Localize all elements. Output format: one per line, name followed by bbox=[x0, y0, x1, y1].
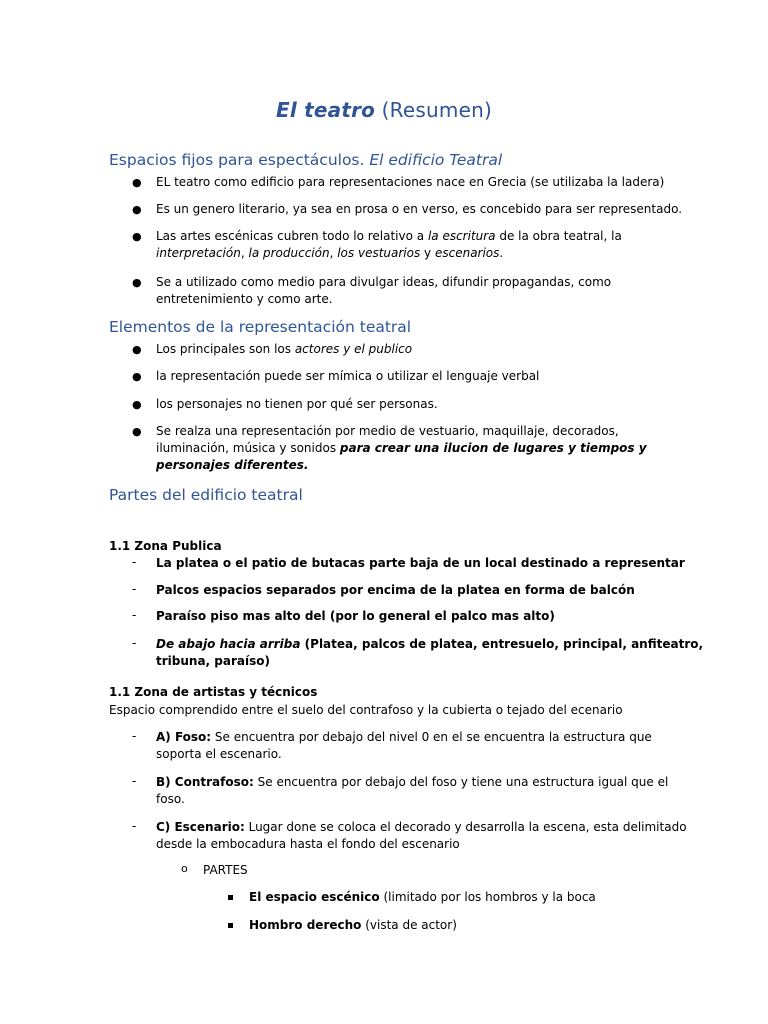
text-run: actores y el publico bbox=[294, 342, 413, 356]
bullet-icon: ● bbox=[132, 425, 142, 438]
list-item-cont: foso. bbox=[156, 792, 185, 806]
text-run: iluminación, música y sonidos bbox=[156, 441, 340, 455]
text-run: Las artes escénicas cubren todo lo relativo a bbox=[156, 229, 428, 243]
list-item: Es un genero literario, ya sea en prosa o en verso, es concebido para ser representado. bbox=[156, 202, 683, 216]
text-run: Los principales son los bbox=[156, 342, 295, 356]
bullet-icon: ● bbox=[132, 276, 142, 289]
list-item-cont bbox=[156, 245, 503, 262]
list-item bbox=[156, 341, 412, 358]
text-run: Lugar done se coloca el decorado y desarrolla la escena, esta delimitado bbox=[244, 820, 687, 834]
text-run: de la obra teatral, la bbox=[495, 229, 622, 243]
text-run: (limitado por los hombros y la boca bbox=[379, 890, 596, 904]
bullet-icon: ● bbox=[132, 343, 142, 356]
text-run: , bbox=[240, 246, 249, 260]
section-heading-espacios bbox=[109, 151, 502, 169]
text-run: espacios separados por encima de la platea en forma de balcón bbox=[199, 583, 635, 597]
bullet-icon: ● bbox=[132, 230, 142, 243]
text-run: B) Contrafoso: bbox=[156, 775, 254, 789]
section-heading-elementos: Elementos de la representación teatral bbox=[109, 318, 412, 336]
list-item: EL teatro como edificio para representaciones nace en Grecia (se utilizaba la ladera) bbox=[156, 175, 665, 189]
dash-bullet: - bbox=[132, 608, 137, 622]
text-run: Se encuentra por debajo del foso y tiene una estructura igual que el bbox=[253, 775, 669, 789]
dash-bullet: - bbox=[132, 636, 137, 650]
list-item bbox=[156, 228, 622, 245]
list-item-cont: personajes diferentes. bbox=[156, 458, 309, 472]
list-item bbox=[156, 582, 635, 599]
list-item-cont: desde la embocadura hasta el fondo del escenario bbox=[156, 837, 460, 851]
text-run: Se encuentra por debajo del nivel 0 en el se encuentra la estructura que bbox=[211, 730, 652, 744]
sublist-label: PARTES bbox=[203, 863, 248, 877]
text-run: C) Escenario: bbox=[156, 820, 245, 834]
list-item-cont: tribuna, paraíso) bbox=[156, 654, 270, 668]
circle-bullet: o bbox=[181, 862, 188, 875]
list-item-cont: soporta el escenario. bbox=[156, 747, 282, 761]
list-item: los personajes no tienen por qué ser personas. bbox=[156, 397, 438, 411]
text-run: El espacio escénico bbox=[249, 890, 380, 904]
text-run: , bbox=[329, 246, 338, 260]
list-item bbox=[156, 774, 668, 791]
text-run: interpretación bbox=[156, 246, 241, 260]
dash-bullet: - bbox=[132, 555, 137, 569]
dash-bullet: - bbox=[132, 774, 137, 788]
zona-intro: Espacio comprendido entre el suelo del contrafoso y la cubierta o tejado del ecenario bbox=[109, 703, 623, 717]
bullet-icon: ● bbox=[132, 176, 142, 189]
heading-italic: El edificio Teatral bbox=[369, 151, 503, 169]
heading-text: Espacios fijos para espectáculos. bbox=[109, 151, 370, 169]
list-item bbox=[156, 636, 703, 653]
list-item: Se a utilizado como medio para divulgar ideas, difundir propagandas, como bbox=[156, 275, 612, 289]
subheading-zona-publica: 1.1 Zona Publica bbox=[109, 539, 222, 553]
text-run: De abajo hacia arriba bbox=[156, 637, 301, 651]
text-run: escenarios bbox=[434, 246, 500, 260]
text-run: la escritura bbox=[427, 229, 496, 243]
text-run: (Platea, palcos de platea, entresuelo, principal, anfiteatro, bbox=[300, 637, 704, 651]
dash-bullet: - bbox=[132, 729, 137, 743]
list-item bbox=[156, 555, 685, 572]
square-bullet-icon bbox=[228, 923, 233, 928]
list-item bbox=[249, 917, 457, 934]
text-run: los vestuarios bbox=[337, 246, 421, 260]
title-sub: (Resumen) bbox=[375, 98, 492, 122]
list-item bbox=[156, 729, 652, 746]
list-item bbox=[156, 608, 555, 625]
text-run: la producción bbox=[248, 246, 330, 260]
text-run: (vista de actor) bbox=[361, 918, 457, 932]
list-item-cont bbox=[156, 440, 647, 457]
list-item bbox=[249, 889, 596, 906]
dash-bullet: - bbox=[132, 582, 137, 596]
square-bullet-icon bbox=[228, 895, 233, 900]
subheading-zona-artistas: 1.1 Zona de artistas y técnicos bbox=[109, 685, 318, 699]
text-run: . bbox=[499, 246, 504, 260]
list-item: la representación puede ser mímica o utilizar el lenguaje verbal bbox=[156, 369, 540, 383]
text-run: Hombro derecho bbox=[249, 918, 362, 932]
text-run: Paraíso bbox=[156, 609, 207, 623]
text-run: Palcos bbox=[156, 583, 200, 597]
bullet-icon: ● bbox=[132, 203, 142, 216]
dash-bullet: - bbox=[132, 819, 137, 833]
text-run: o el patio de butacas parte baja de un local destinado a representar bbox=[218, 556, 685, 570]
bullet-icon: ● bbox=[132, 370, 142, 383]
document-title bbox=[0, 98, 768, 122]
text-run: La platea bbox=[156, 556, 219, 570]
text-run: para crear una ilucion de lugares y tiempos y bbox=[339, 441, 647, 455]
list-item bbox=[156, 819, 687, 836]
text-run: A) Foso: bbox=[156, 730, 212, 744]
text-run: piso mas alto del (por lo general el palco mas alto) bbox=[206, 609, 555, 623]
list-item: Se realza una representación por medio de vestuario, maquillaje, decorados, bbox=[156, 424, 619, 438]
bullet-icon: ● bbox=[132, 398, 142, 411]
text-run: y bbox=[420, 246, 435, 260]
list-item-cont: entretenimiento y como arte. bbox=[156, 292, 333, 306]
title-main: El teatro bbox=[276, 98, 376, 122]
section-heading-partes: Partes del edificio teatral bbox=[109, 486, 303, 504]
